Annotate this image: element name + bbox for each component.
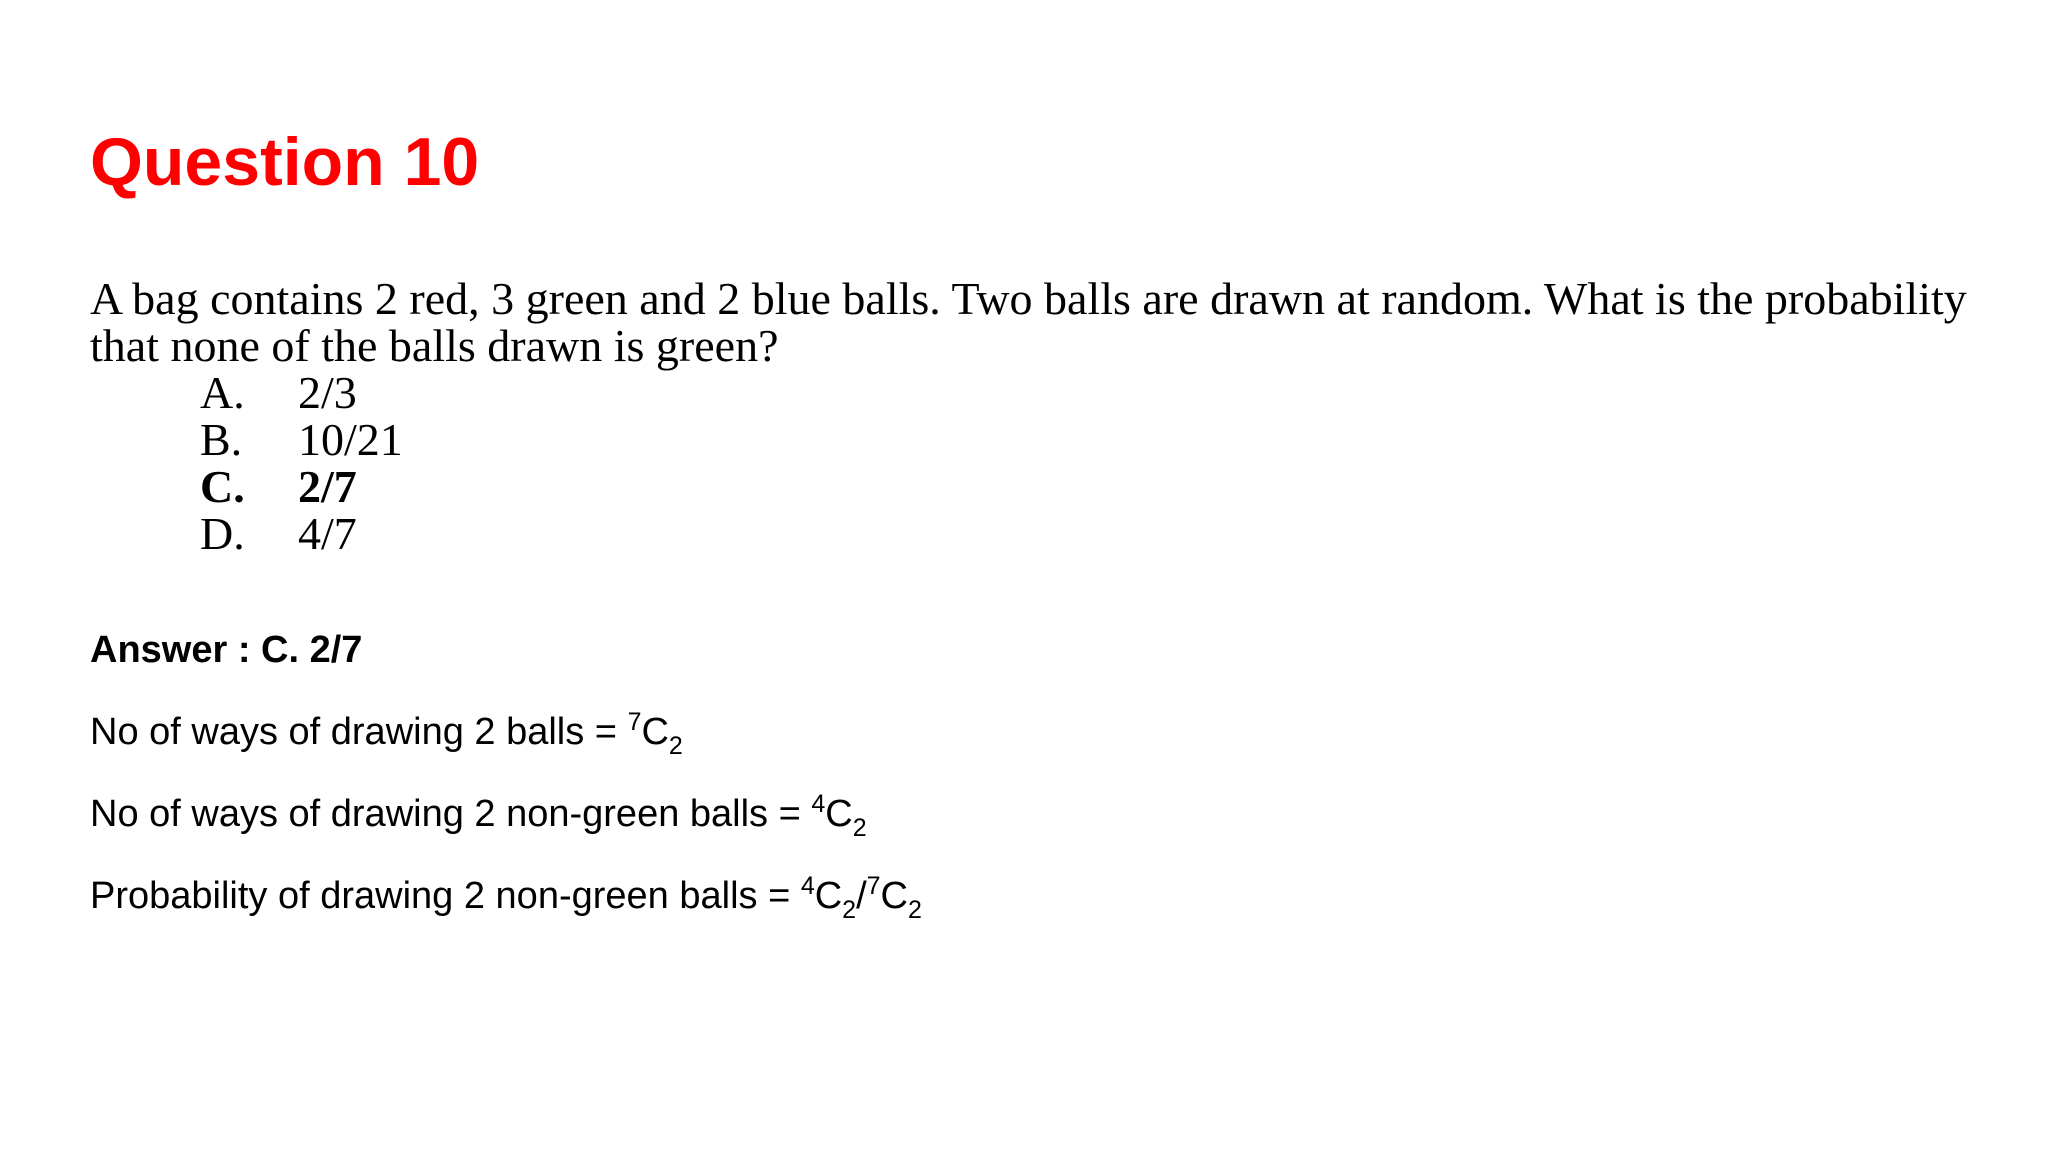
explanation-line-probability <box>90 872 922 924</box>
option-value: 2/7 <box>298 461 357 512</box>
explanation-text: No of ways of drawing 2 balls = <box>90 711 628 753</box>
explanation-line-non-green-ways <box>90 790 867 842</box>
explanation-line-total-ways <box>90 708 683 760</box>
option-letter: B. <box>200 414 243 465</box>
combination-symbol: C <box>880 875 908 917</box>
option-value: 2/3 <box>298 367 357 418</box>
question-title: Question 10 <box>90 124 480 200</box>
combination-symbol: C <box>641 711 669 753</box>
combination-r: 2 <box>908 896 922 924</box>
option-letter: A. <box>200 367 245 418</box>
explanation-text: Probability of drawing 2 non-green balls = <box>90 875 801 917</box>
explanation-text: No of ways of drawing 2 non-green balls = <box>90 793 812 835</box>
option-b <box>200 416 403 463</box>
option-c-correct <box>200 463 403 510</box>
combination-r: 2 <box>852 814 867 842</box>
combination-n: 7 <box>627 708 642 736</box>
division-slash: / <box>856 875 867 917</box>
combination-symbol: C <box>814 875 843 917</box>
combination-r: 2 <box>668 732 683 760</box>
combination-n: 4 <box>800 872 815 900</box>
combination-symbol: C <box>825 793 853 835</box>
option-value: 4/7 <box>298 508 357 559</box>
answer-line: Answer : C. 2/7 <box>90 629 363 671</box>
combination-n: 7 <box>866 872 881 900</box>
option-letter: C. <box>200 461 245 512</box>
option-a <box>200 369 403 416</box>
combination-r: 2 <box>842 896 857 924</box>
question-text: A bag contains 2 red, 3 green and 2 blue balls. Two balls are drawn at random. What is the probability that none of the balls drawn is green? <box>90 273 1967 371</box>
option-value: 10/21 <box>298 414 403 465</box>
option-letter: D. <box>200 508 245 559</box>
combination-n: 4 <box>811 790 826 818</box>
option-d <box>200 510 403 557</box>
answer-options <box>200 369 403 557</box>
